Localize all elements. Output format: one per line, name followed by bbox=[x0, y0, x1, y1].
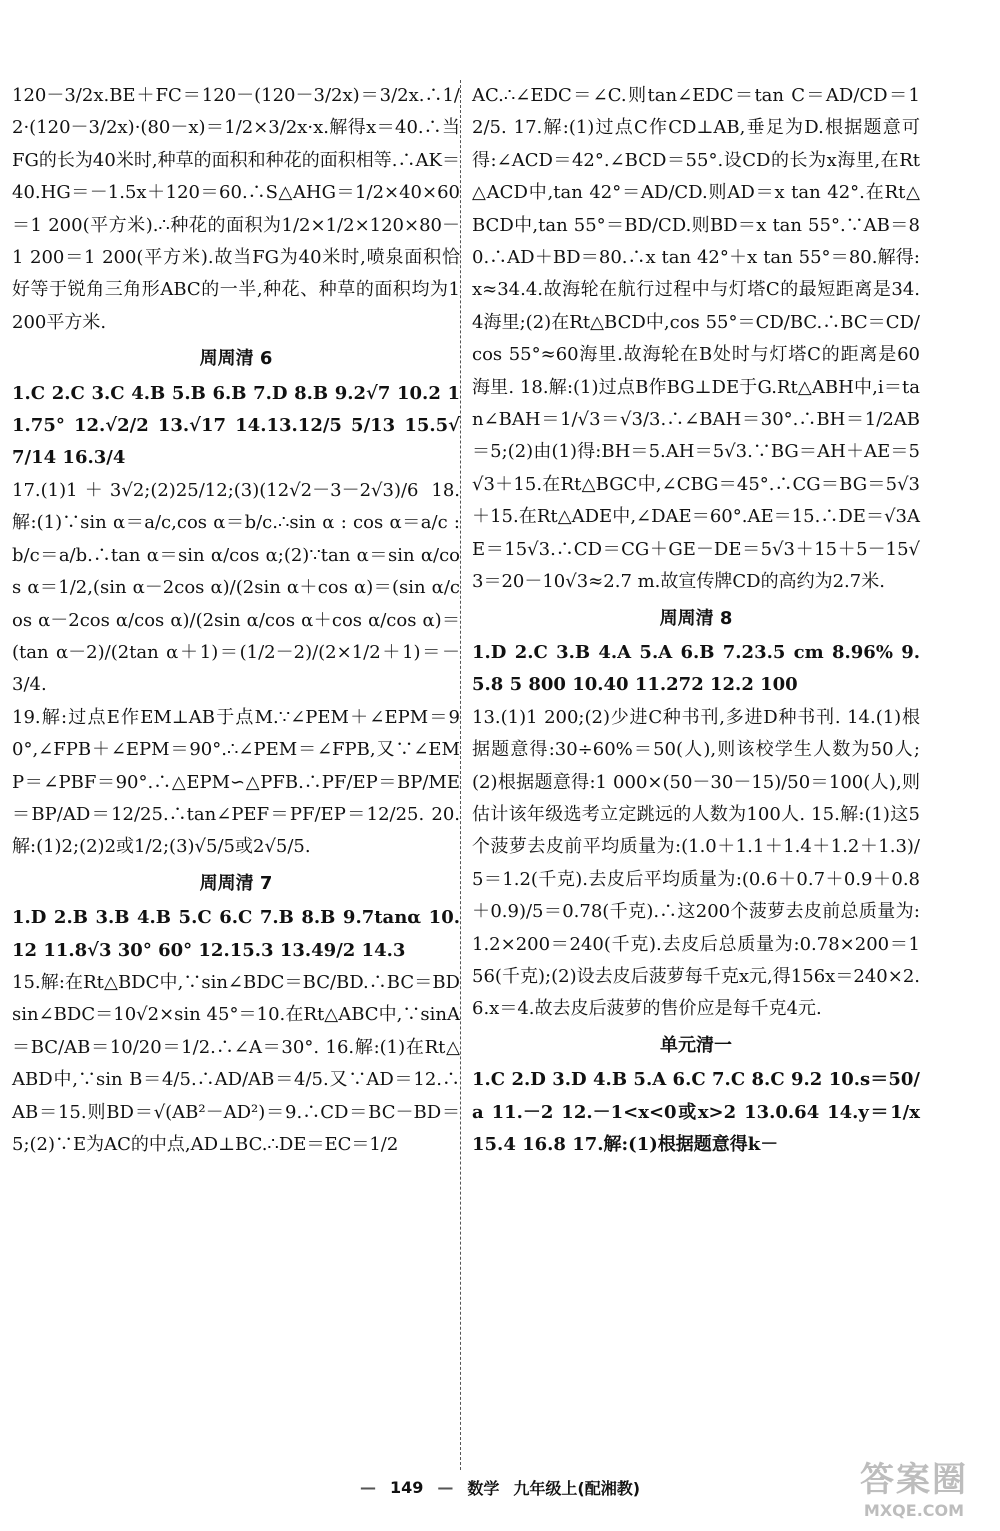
right-column bbox=[472, 80, 920, 1161]
section-heading-zhouzhouqing-7: 周周清 7 bbox=[199, 872, 273, 894]
left-column bbox=[12, 80, 460, 1161]
section-heading-danyuanqing-1: 单元清一 bbox=[660, 1034, 732, 1056]
solution-paragraph: 120－3/2x.BE＋FC＝120－(120－3/2x)＝3/2x.∴1/2·(120－3/2x)·(80－x)＝1/2×3/2x·x.解得x＝40.∴当FG的长为40米时,种草的面积和种花的面积相等.∴AK＝40.HG＝－1.5x＋120＝60.∴S△AHG＝1/2×40×60＝1 200(平方米).∴种花的面积为1/2×1/2×120×80－1 200＝1 200(平方米).故当FG为40米时,喷泉面积恰好等于锐角三角形ABC的一半,种花、种草的面积均为1 200平方米. bbox=[12, 85, 460, 333]
watermark-logo bbox=[840, 1460, 988, 1526]
column-divider bbox=[460, 80, 461, 1470]
footer-dash: — bbox=[359, 1477, 376, 1497]
footer-grade: 九年级上(配湘教) bbox=[513, 1478, 641, 1498]
footer-dash: — bbox=[437, 1477, 454, 1497]
page-number: 149 bbox=[389, 1477, 424, 1497]
solution-paragraph: 17.(1)1＋3√2;(2)25/12;(3)(12√2－3－2√3)/6 18.解:(1)∵sin α＝a/c,cos α＝b/c.∴sin α : cos α＝a/c : b/c＝a/b.∴tan α＝sin α/cos α;(2)∵tan α＝sin α/cos α＝1/2,(sin α－2cos α)/(2sin α＋cos α)＝(sin α/cos α－2cos α/cos α)/(2sin α/cos α＋cos α/cos α)＝(tan α－2)/(2tan α＋1)＝(1/2－2)/(2×1/2＋1)＝－3/4. bbox=[12, 479, 460, 696]
answer-list: 1.D 2.C 3.B 4.A 5.A 6.B 7.23.5 cm 8.96% 9.5.8 5 800 10.40 11.272 12.2 100 bbox=[472, 641, 920, 696]
solution-paragraph: AC.∴∠EDC＝∠C.则tan∠EDC＝tan C＝AD/CD＝12/5. 17.解:(1)过点C作CD⊥AB,垂足为D.根据题意可得:∠ACD＝42°.∠BCD＝55°.设CD的长为x海里,在Rt△ACD中,tan 42°＝AD/CD.则AD＝x tan 42°.在Rt△BCD中,tan 55°＝BD/CD.则BD＝x tan 55°.∵AB＝80.∴AD＋BD＝80.∴x tan 42°＋x tan 55°＝80.解得:x≈34.4.故海轮在航行过程中与灯塔C的最短距离是34.4海里;(2)在Rt△BCD中,cos 55°＝CD/BC.∴BC＝CD/cos 55°≈60海里.故海轮在B处时与灯塔C的距离是60海里. 18.解:(1)过点B作BG⊥DE于G.Rt△ABH中,i＝tan∠BAH＝1/√3＝√3/3.∴∠BAH＝30°.∴BH＝1/2AB＝5;(2)由(1)得:BH＝5.AH＝5√3.∵BG＝AH＋AE＝5√3＋15.在Rt△BGC中,∠CBG＝45°.∴CG＝BG＝5√3＋15.在Rt△ADE中,∠DAE＝60°.AE＝15.∴DE＝√3AE＝15√3.∴CD＝CG＋GE－DE＝5√3＋15＋5－15√3＝20－10√3≈2.7 m.故宣传牌CD的高约为2.7米. bbox=[472, 85, 920, 593]
solution-paragraph: 15.解:在Rt△BDC中,∵sin∠BDC＝BC/BD.∴BC＝BDsin∠BDC＝10√2×sin 45°＝10.在Rt△ABC中,∵sinA＝BC/AB＝10/20＝1/2.∴∠A＝30°. 16.解:(1)在Rt△ABD中,∵sin B＝4/5.∴AD/AB＝4/5.又∵AD＝12.∴AB＝15.则BD＝√(AB²－AD²)＝9.∴CD＝BC－BD＝5;(2)∵E为AC的中点,AD⊥BC.∴DE＝EC＝1/2 bbox=[12, 971, 460, 1155]
footer-subject: 数学 bbox=[467, 1478, 500, 1498]
section-heading-zhouzhouqing-6: 周周清 6 bbox=[199, 348, 273, 370]
watermark-text: 答案圈 bbox=[860, 1460, 968, 1500]
answer-list: 1.C 2.C 3.C 4.B 5.B 6.B 7.D 8.B 9.2√7 10.2 11.75° 12.√2/2 13.√17 14.13.12/5 5/13 15.5√7/14 16.3/4 bbox=[12, 382, 460, 469]
solution-paragraph: 13.(1)1 200;(2)少进C种书刊,多进D种书刊. 14.(1)根据题意得:30÷60%＝50(人),则该校学生人数为50人;(2)根据题意得:1 000×(50－30－15)/50＝100(人),则估计该年级选考立定跳远的人数为100人. 15.解:(1)这5个菠萝去皮前平均质量为:(1.0＋1.1＋1.4＋1.2＋1.3)/5＝1.2(千克).去皮后平均质量为:(0.6＋0.7＋0.9＋0.8＋0.9)/5＝0.78(千克).∴这200个菠萝去皮前总质量为:1.2×200＝240(千克).去皮后总质量为:0.78×200＝156(千克);(2)设去皮后菠萝每千克x元,得156x＝240×2.6.x＝4.故去皮后菠萝的售价应是每千克4元. bbox=[472, 706, 920, 1020]
solution-paragraph: 19.解:过点E作EM⊥AB于点M.∵∠PEM＋∠EPM＝90°,∠FPB＋∠EPM＝90°.∴∠PEM＝∠FPB,又∵∠EMP＝∠PBF＝90°.∴△EPM∽△PFB.∴PF/EP＝BP/ME＝BP/AD＝12/25.∴tan∠PEF＝PF/EP＝12/25. 20.解:(1)2;(2)2或1/2;(3)√5/5或2√5/5. bbox=[12, 706, 460, 858]
answer-list: 1.C 2.D 3.D 4.B 5.A 6.C 7.C 8.C 9.2 10.s＝50/a 11.－2 12.－1<x<0或x>2 13.0.64 14.y＝1/x 15.4 16.8 17.解:(1)根据题意得k－ bbox=[472, 1069, 920, 1155]
section-heading-zhouzhouqing-8: 周周清 8 bbox=[659, 607, 733, 629]
watermark-url: MXQE.COM bbox=[863, 1501, 965, 1520]
answer-list: 1.D 2.B 3.B 4.B 5.C 6.C 7.B 8.B 9.7tanα 10.12 11.8√3 30° 60° 12.15.3 13.49/2 14.3 bbox=[12, 907, 460, 961]
